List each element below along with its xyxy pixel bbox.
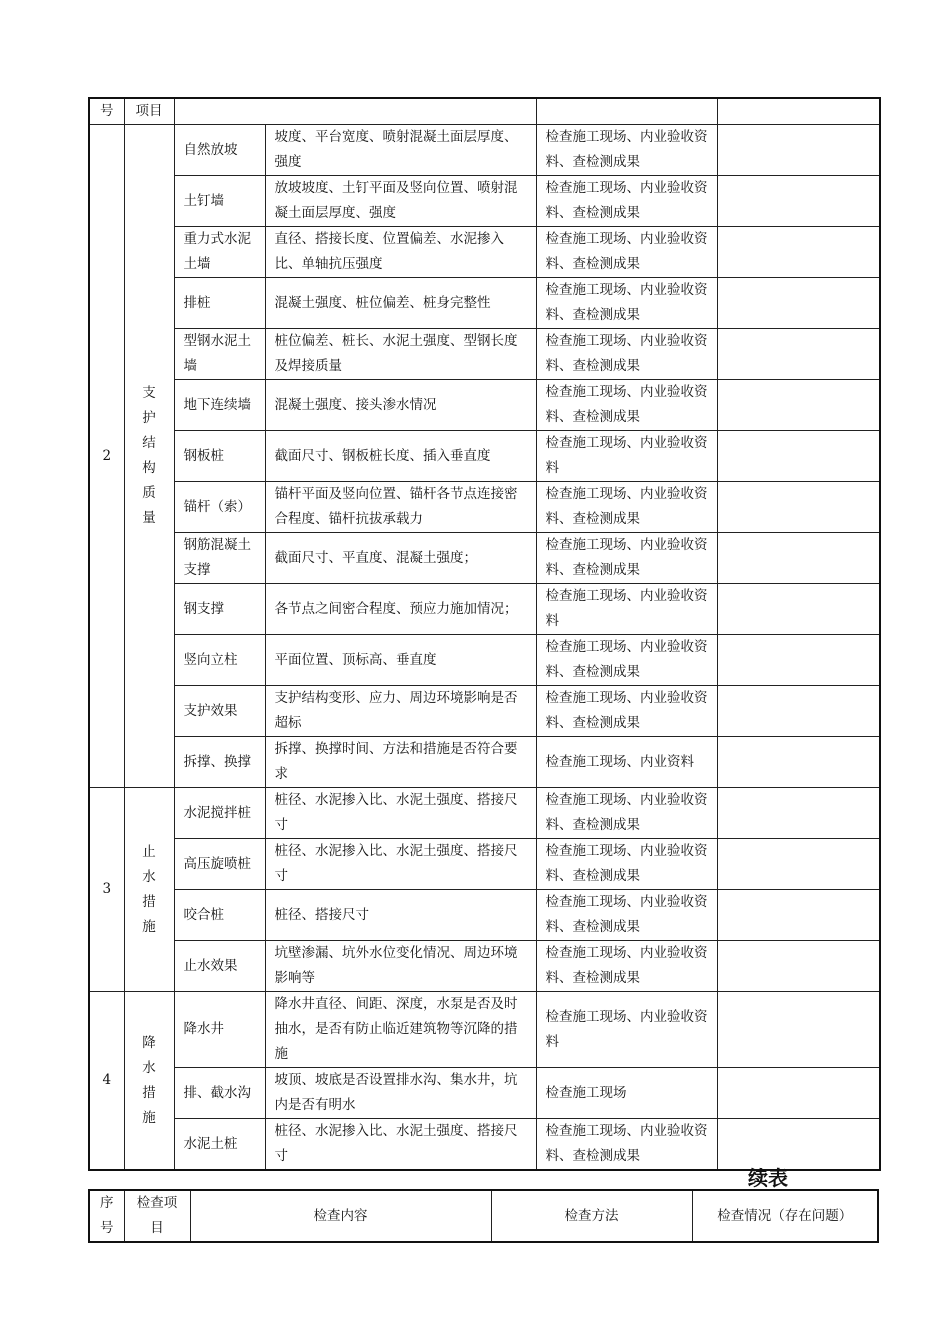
table-row — [89, 329, 880, 380]
check-method: 检查施工现场、内业验收资料 — [536, 584, 717, 635]
check-content: 桩位偏差、桩长、水泥土强度、型钢长度及焊接质量 — [265, 329, 536, 380]
category-char: 构 — [142, 460, 156, 476]
check-item: 竖向立柱 — [174, 635, 265, 686]
check-content: 直径、搭接长度、位置偏差、水泥掺入比、单轴抗压强度 — [265, 227, 536, 278]
check-method: 检查施工现场、内业验收资料 — [536, 992, 717, 1068]
check-item: 钢板桩 — [174, 431, 265, 482]
check-result[interactable] — [717, 1068, 880, 1119]
check-content: 坡顶、坡底是否设置排水沟、集水井，坑内是否有明水 — [265, 1068, 536, 1119]
header-check-result: 检查情况（存在问题） — [692, 1190, 878, 1242]
header-no: 号 — [89, 98, 124, 125]
table-row — [89, 533, 880, 584]
category-char: 护 — [142, 410, 156, 426]
check-item: 钢支撑 — [174, 584, 265, 635]
check-content: 混凝土强度、桩位偏差、桩身完整性 — [265, 278, 536, 329]
check-method: 检查施工现场、内业验收资料、查检测成果 — [536, 941, 717, 992]
check-item: 地下连续墙 — [174, 380, 265, 431]
category-char: 质 — [142, 485, 156, 501]
check-item: 重力式水泥土墙 — [174, 227, 265, 278]
check-content: 截面尺寸、钢板桩长度、插入垂直度 — [265, 431, 536, 482]
check-item: 高压旋喷桩 — [174, 839, 265, 890]
check-result[interactable] — [717, 635, 880, 686]
table-row — [89, 125, 880, 176]
header-check-item: 检查项 目 — [124, 1190, 190, 1242]
check-content: 混凝土强度、接头渗水情况 — [265, 380, 536, 431]
category-char: 措 — [142, 893, 156, 910]
check-result[interactable] — [717, 431, 880, 482]
check-result[interactable] — [717, 278, 880, 329]
category-char: 止 — [142, 843, 156, 860]
check-method: 检查施工现场、内业验收资料、查检测成果 — [536, 329, 717, 380]
table-row — [89, 380, 880, 431]
category-char: 降 — [142, 1034, 156, 1051]
check-method: 检查施工现场、内业验收资料、查检测成果 — [536, 686, 717, 737]
check-method: 检查施工现场、内业验收资料、查检测成果 — [536, 839, 717, 890]
group-number: 3 — [89, 788, 124, 992]
header-blank — [717, 98, 880, 125]
category-char: 水 — [142, 1059, 156, 1076]
table-header-row — [89, 98, 880, 125]
group-number: 4 — [89, 992, 124, 1171]
check-method: 检查施工现场、内业资料 — [536, 737, 717, 788]
table-row — [89, 227, 880, 278]
table-row — [89, 431, 880, 482]
check-content: 拆撑、换撑时间、方法和措施是否符合要求 — [265, 737, 536, 788]
table-row — [89, 890, 880, 941]
category-char: 措 — [142, 1084, 156, 1101]
check-content: 支护结构变形、应力、周边环境影响是否超标 — [265, 686, 536, 737]
check-item: 降水井 — [174, 992, 265, 1068]
check-result[interactable] — [717, 125, 880, 176]
check-content: 截面尺寸、平直度、混凝土强度； — [265, 533, 536, 584]
table-row — [89, 635, 880, 686]
continued-label: 续表 — [748, 1166, 788, 1190]
check-result[interactable] — [717, 176, 880, 227]
check-content: 桩径、水泥掺入比、水泥土强度、搭接尺寸 — [265, 839, 536, 890]
check-item: 拆撑、换撑 — [174, 737, 265, 788]
table-row — [89, 737, 880, 788]
category-char: 施 — [142, 918, 156, 935]
check-method: 检查施工现场、内业验收资料、查检测成果 — [536, 176, 717, 227]
header-check-method: 检查方法 — [491, 1190, 692, 1242]
check-result[interactable] — [717, 329, 880, 380]
check-method: 检查施工现场、内业验收资料、查检测成果 — [536, 890, 717, 941]
table-row — [89, 788, 880, 839]
check-content: 坑壁渗漏、坑外水位变化情况、周边环境影响等 — [265, 941, 536, 992]
check-content: 桩径、搭接尺寸 — [265, 890, 536, 941]
check-result[interactable] — [717, 992, 880, 1068]
check-result[interactable] — [717, 584, 880, 635]
check-result[interactable] — [717, 1119, 880, 1171]
group-category — [124, 992, 174, 1171]
group-category — [124, 125, 174, 788]
category-char: 施 — [142, 1109, 156, 1126]
table-row — [89, 941, 880, 992]
check-result[interactable] — [717, 533, 880, 584]
check-item: 自然放坡 — [174, 125, 265, 176]
check-result[interactable] — [717, 686, 880, 737]
check-content: 平面位置、顶标高、垂直度 — [265, 635, 536, 686]
check-method: 检查施工现场 — [536, 1068, 717, 1119]
check-item: 水泥土桩 — [174, 1119, 265, 1171]
check-method: 检查施工现场、内业验收资料、查检测成果 — [536, 278, 717, 329]
check-item: 锚杆（索） — [174, 482, 265, 533]
table-row — [89, 686, 880, 737]
check-content: 降水井直径、间距、深度，水泵是否及时抽水，是否有防止临近建筑物等沉降的措施 — [265, 992, 536, 1068]
category-char: 支 — [142, 385, 156, 401]
group-category — [124, 788, 174, 992]
table-row — [89, 839, 880, 890]
check-item: 支护效果 — [174, 686, 265, 737]
check-content: 各节点之间密合程度、预应力施加情况； — [265, 584, 536, 635]
check-item: 钢筋混凝土支撑 — [174, 533, 265, 584]
check-result[interactable] — [717, 788, 880, 839]
table-row — [89, 992, 880, 1068]
check-content: 坡度、平台宽度、喷射混凝土面层厚度、强度 — [265, 125, 536, 176]
category-char: 水 — [142, 868, 156, 885]
check-item: 排、截水沟 — [174, 1068, 265, 1119]
table-row — [89, 1068, 880, 1119]
check-result[interactable] — [717, 890, 880, 941]
check-method: 检查施工现场、内业验收资料、查检测成果 — [536, 227, 717, 278]
check-method: 检查施工现场、内业验收资料、查检测成果 — [536, 635, 717, 686]
check-method: 检查施工现场、内业验收资料、查检测成果 — [536, 482, 717, 533]
check-item: 咬合桩 — [174, 890, 265, 941]
check-content: 桩径、水泥掺入比、水泥土强度、搭接尺寸 — [265, 788, 536, 839]
check-result[interactable] — [717, 482, 880, 533]
table-row — [89, 482, 880, 533]
table-row — [89, 278, 880, 329]
check-method: 检查施工现场、内业验收资料、查检测成果 — [536, 1119, 717, 1171]
check-result[interactable] — [717, 380, 880, 431]
check-item: 止水效果 — [174, 941, 265, 992]
check-method: 检查施工现场、内业验收资料、查检测成果 — [536, 788, 717, 839]
check-method: 检查施工现场、内业验收资料 — [536, 431, 717, 482]
check-method: 检查施工现场、内业验收资料、查检测成果 — [536, 533, 717, 584]
check-result[interactable] — [717, 737, 880, 788]
check-item: 排桩 — [174, 278, 265, 329]
table-header-row — [89, 1190, 878, 1242]
inspection-table — [88, 97, 881, 1171]
table-row — [89, 584, 880, 635]
check-item: 土钉墙 — [174, 176, 265, 227]
check-method: 检查施工现场、内业验收资料、查检测成果 — [536, 380, 717, 431]
group-number: 2 — [89, 125, 124, 788]
check-content: 桩径、水泥掺入比、水泥土强度、搭接尺寸 — [265, 1119, 536, 1171]
header-check-content: 检查内容 — [190, 1190, 491, 1242]
check-method: 检查施工现场、内业验收资料、查检测成果 — [536, 125, 717, 176]
header-blank — [174, 98, 536, 125]
category-char: 结 — [142, 435, 156, 451]
header-serial: 序 号 — [89, 1190, 124, 1242]
table-row — [89, 176, 880, 227]
header-item: 项目 — [124, 98, 174, 125]
continued-table-header — [88, 1189, 879, 1243]
check-result[interactable] — [717, 227, 880, 278]
check-item: 型钢水泥土墙 — [174, 329, 265, 380]
category-char: 量 — [142, 510, 156, 526]
check-content: 锚杆平面及竖向位置、锚杆各节点连接密合程度、锚杆抗拔承载力 — [265, 482, 536, 533]
check-item: 水泥搅拌桩 — [174, 788, 265, 839]
check-result[interactable] — [717, 941, 880, 992]
check-result[interactable] — [717, 839, 880, 890]
check-content: 放坡坡度、土钉平面及竖向位置、喷射混凝土面层厚度、强度 — [265, 176, 536, 227]
header-blank — [536, 98, 717, 125]
